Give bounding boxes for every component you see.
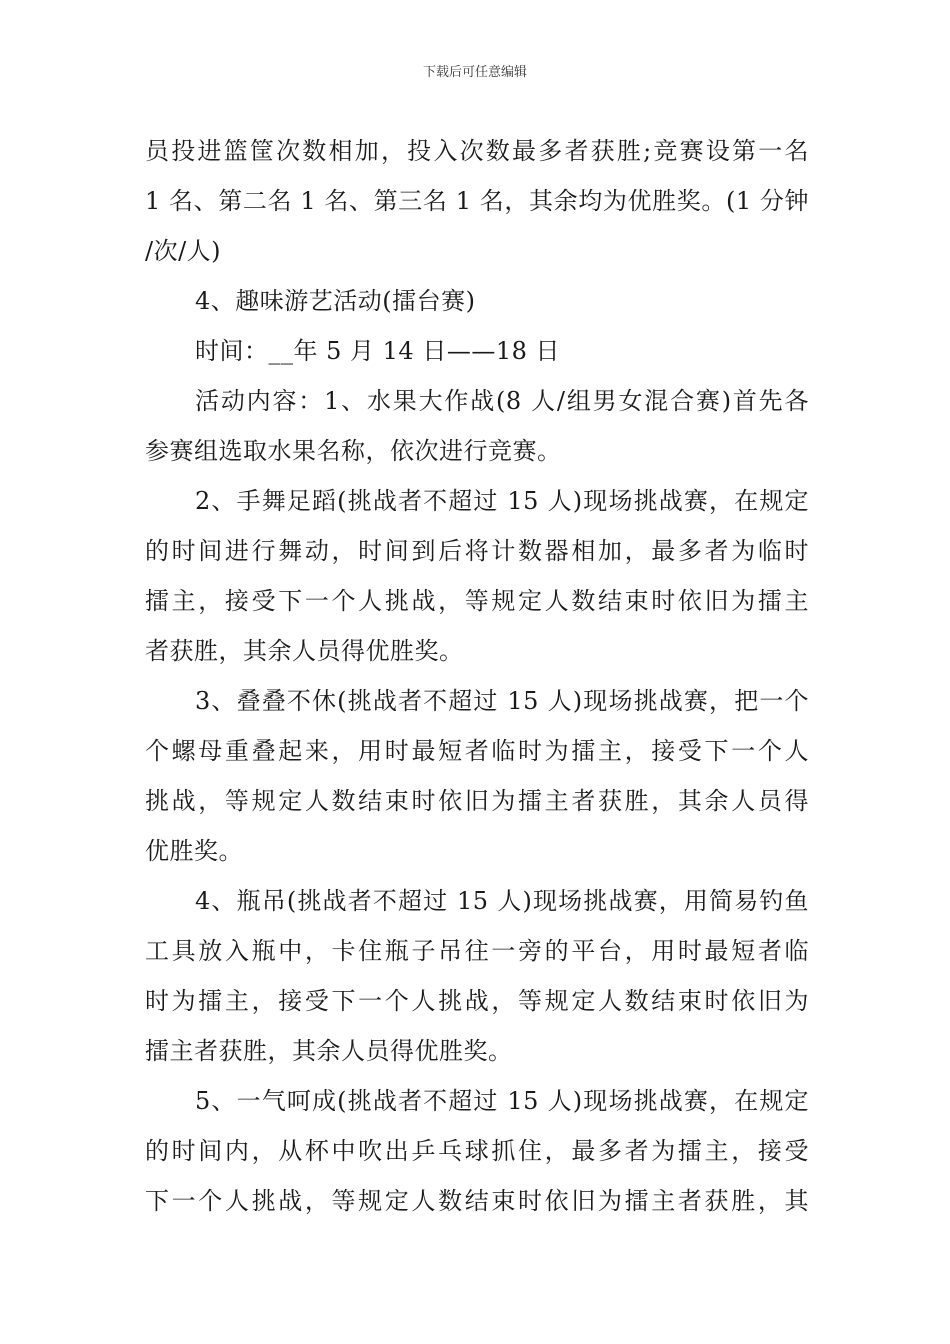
text-line: 的时间内，从杯中吹出乒乓球抓住，最多者为擂主，接受 bbox=[145, 1137, 809, 1165]
text-line: 个螺母重叠起来，用时最短者临时为擂主，接受下一个人 bbox=[145, 737, 809, 765]
text-line: 活动内容：1、水果大作战(8 人/组男女混合赛)首先各 bbox=[195, 387, 809, 415]
text-line: 5、一气呵成(挑战者不超过 15 人)现场挑战赛，在规定 bbox=[195, 1087, 809, 1115]
text-line: 者获胜，其余人员得优胜奖。 bbox=[145, 637, 464, 665]
text-line: 工具放入瓶中，卡住瓶子吊往一旁的平台，用时最短者临 bbox=[145, 937, 809, 965]
text-line: 参赛组选取水果名称，依次进行竞赛。 bbox=[145, 437, 562, 465]
text-line: 的时间进行舞动，时间到后将计数器相加，最多者为临时 bbox=[145, 537, 809, 565]
page-header: 下载后可任意编辑 bbox=[422, 65, 527, 80]
text-line: 2、手舞足蹈(挑战者不超过 15 人)现场挑战赛，在规定 bbox=[195, 487, 809, 515]
text-line: 优胜奖。 bbox=[145, 837, 243, 865]
text-line: 时为擂主，接受下一个人挑战，等规定人数结束时依旧为 bbox=[145, 987, 809, 1015]
text-line: 时间：__年 5 月 14 日——18 日 bbox=[195, 337, 560, 365]
text-line: 下一个人挑战，等规定人数结束时依旧为擂主者获胜，其 bbox=[145, 1187, 809, 1215]
section-heading: 4、趣味游艺活动(擂台赛) bbox=[195, 287, 476, 315]
document-body bbox=[145, 126, 809, 1226]
text-line: 员投进篮筐次数相加，投入次数最多者获胜;竞赛设第一名 bbox=[145, 137, 809, 165]
text-line: /次/人) bbox=[145, 237, 222, 265]
text-line: 擂主，接受下一个人挑战，等规定人数结束时依旧为擂主 bbox=[145, 587, 809, 615]
text-line: 擂主者获胜，其余人员得优胜奖。 bbox=[145, 1037, 513, 1065]
text-line: 挑战，等规定人数结束时依旧为擂主者获胜，其余人员得 bbox=[145, 787, 809, 815]
text-line: 4、瓶吊(挑战者不超过 15 人)现场挑战赛，用简易钓鱼 bbox=[195, 887, 809, 915]
text-line: 3、叠叠不休(挑战者不超过 15 人)现场挑战赛，把一个 bbox=[195, 687, 809, 715]
text-line: 1 名、第二名 1 名、第三名 1 名，其余均为优胜奖。(1 分钟 bbox=[145, 187, 809, 215]
